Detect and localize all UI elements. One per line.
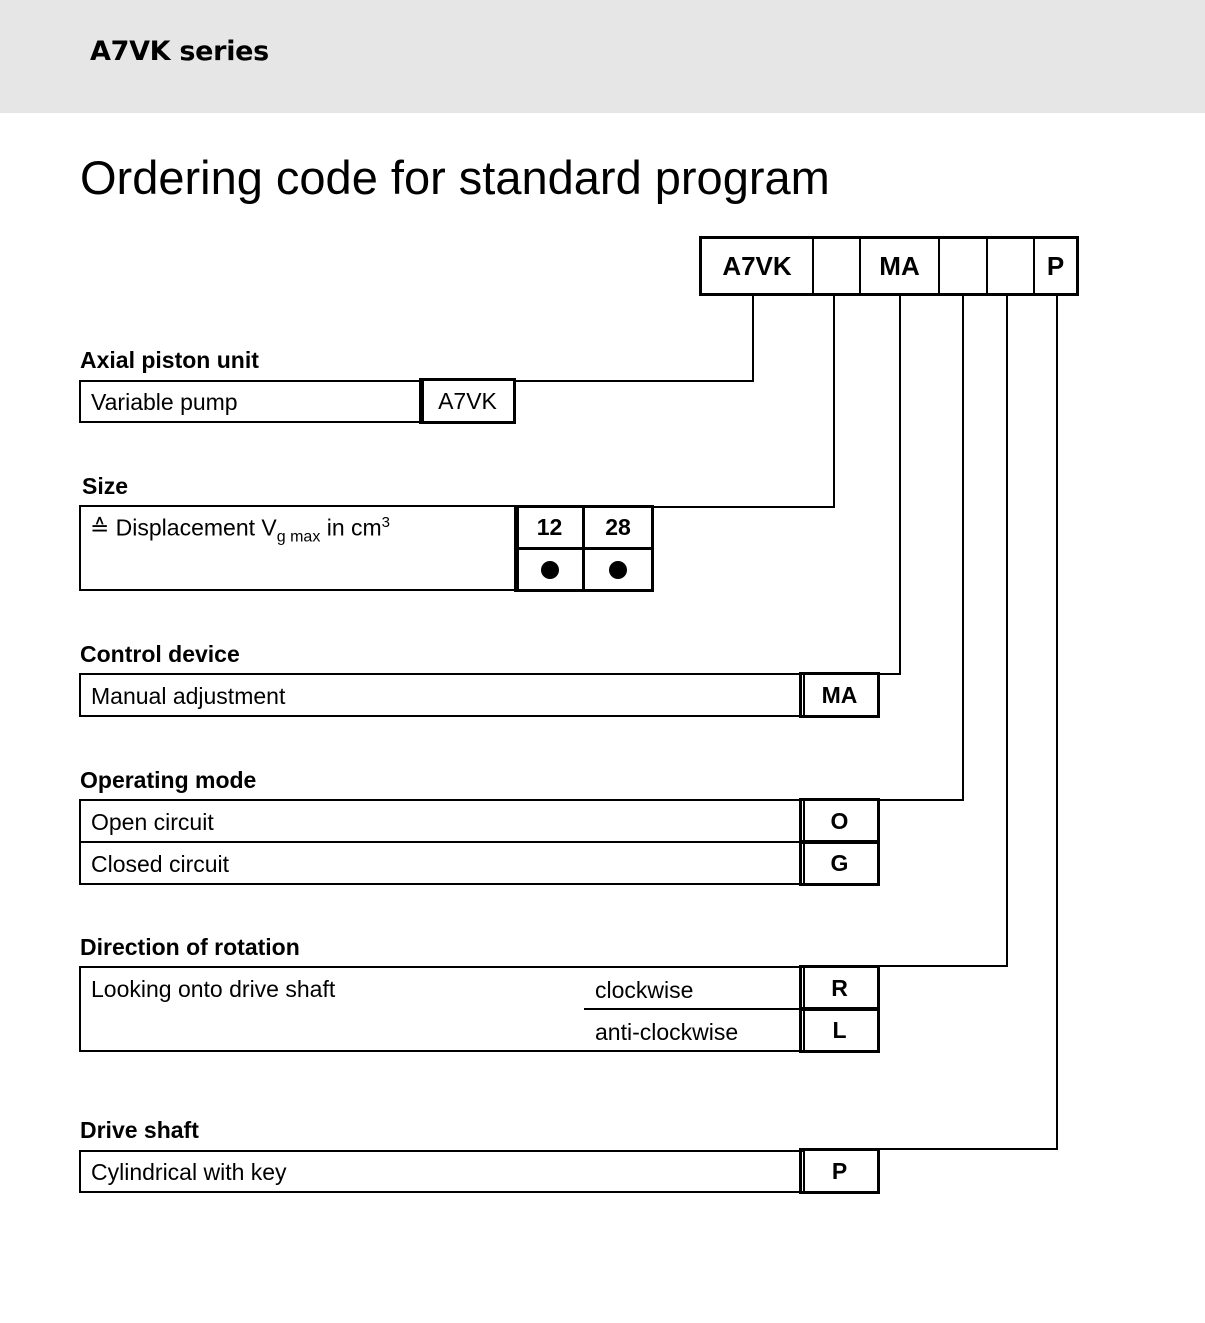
available-dot-icon — [541, 561, 559, 579]
shaft-label: Cylindrical with key — [91, 1159, 287, 1185]
code-cell-1: A7VK — [722, 250, 792, 281]
size-12: 12 — [514, 505, 585, 550]
size-12-availability — [514, 547, 585, 592]
rotation-code-anticlockwise: L — [799, 1007, 880, 1053]
connector-size-h — [653, 506, 835, 508]
header-bar — [0, 0, 1205, 113]
connector-control-h — [878, 673, 901, 675]
code-cell-6: P — [1046, 250, 1065, 281]
size-28: 28 — [582, 505, 654, 550]
control-code: MA — [799, 672, 880, 718]
rotation-label-clockwise: clockwise — [595, 977, 694, 1003]
code-cell-5 — [988, 239, 1033, 293]
rotation-label-anticlockwise: anti-clockwise — [595, 1019, 739, 1045]
axial-heading: Axial piston unit — [80, 347, 259, 373]
shaft-heading: Drive shaft — [80, 1117, 199, 1143]
axial-code: A7VK — [419, 378, 516, 424]
code-cell-2 — [814, 239, 859, 293]
connector-rotation-v — [1006, 296, 1008, 967]
rotation-divider — [584, 1008, 802, 1010]
rotation-heading: Direction of rotation — [80, 934, 300, 960]
connector-operating-h — [878, 799, 964, 801]
axial-label: Variable pump — [91, 389, 238, 415]
shaft-code: P — [799, 1148, 880, 1194]
connector-axial-v — [752, 296, 754, 382]
operating-code-open: O — [799, 798, 880, 844]
connector-control-v — [899, 296, 901, 675]
control-heading: Control device — [80, 641, 240, 667]
series-title: A7VK series — [90, 36, 269, 67]
size-label: ≙ Displacement $V_{g max}$ in $cm^3$ — [90, 514, 391, 546]
connector-operating-v — [962, 296, 964, 801]
connector-size-v — [833, 296, 835, 508]
size-28-availability — [582, 547, 654, 592]
connector-axial-h — [515, 380, 754, 382]
code-cell-4 — [940, 239, 986, 293]
code-cell-3: MA — [879, 250, 920, 281]
connector-shaft-v — [1056, 296, 1058, 1150]
operating-code-closed: G — [799, 840, 880, 886]
connector-shaft-h — [878, 1148, 1058, 1150]
corresponds-symbol: ≙ — [90, 514, 110, 541]
connector-rotation-h — [878, 965, 1008, 967]
operating-label-closed: Closed circuit — [91, 851, 230, 877]
page-title: Ordering code for standard program — [80, 151, 830, 204]
control-label: Manual adjustment — [91, 683, 286, 709]
size-heading: Size — [82, 473, 129, 499]
ordering-code-box — [699, 236, 1079, 296]
operating-heading: Operating mode — [80, 767, 257, 793]
available-dot-icon — [609, 561, 627, 579]
rotation-label: Looking onto drive shaft — [91, 976, 336, 1002]
rotation-code-clockwise: R — [799, 965, 880, 1011]
operating-label-open: Open circuit — [91, 809, 214, 835]
